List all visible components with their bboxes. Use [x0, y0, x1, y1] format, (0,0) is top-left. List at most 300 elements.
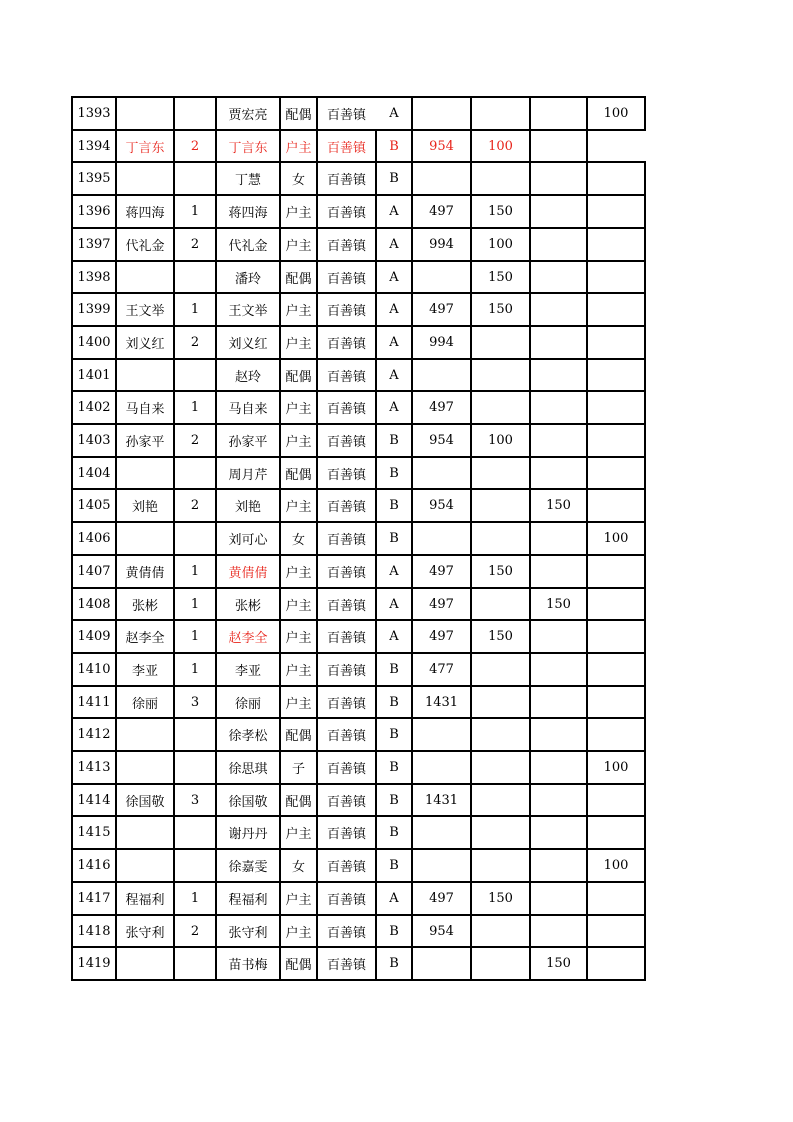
- cell-grade: B: [389, 760, 399, 775]
- cell-sub_b: 150: [546, 596, 571, 612]
- cell-grade: B: [389, 662, 399, 677]
- cell-count: 1: [190, 891, 200, 906]
- cell-sub_a: [471, 686, 530, 718]
- cell-amount: 1431: [424, 792, 459, 808]
- cell-grade: A: [389, 302, 399, 317]
- cell-name: 代礼金: [228, 239, 268, 254]
- cell-sub_c: [587, 293, 645, 326]
- cell-town: 百善镇: [326, 337, 366, 352]
- cell-sub_a: [471, 588, 530, 620]
- cell-head: 张守利: [125, 925, 165, 941]
- cell-sub_b: [530, 718, 587, 751]
- cell-id: 1405: [77, 498, 111, 513]
- row-border: [72, 129, 646, 131]
- row-border: [72, 456, 646, 458]
- cell-sub_c: 100: [603, 106, 629, 121]
- cell-sub_b: [530, 457, 587, 489]
- row-border: [72, 979, 646, 981]
- cell-sub_c: [587, 326, 645, 359]
- cell-sub_b: [530, 522, 587, 555]
- cell-town: 百善镇: [326, 958, 366, 973]
- cell-sub_b: [530, 261, 587, 293]
- cell-sub_a: [471, 457, 530, 489]
- cell-amount: 497: [429, 302, 454, 317]
- cell-amount: 1431: [424, 694, 459, 710]
- cell-name: 徐国敬: [228, 794, 268, 810]
- cell-relation: 户主: [285, 696, 312, 712]
- cell-grade: B: [389, 825, 399, 840]
- cell-name: 黄倩倩: [228, 566, 268, 581]
- cell-relation: 配偶: [285, 108, 312, 123]
- cell-grade: A: [389, 564, 399, 579]
- cell-town: 百善镇: [326, 631, 366, 646]
- cell-id: 1393: [77, 106, 111, 121]
- cell-grade: A: [389, 596, 399, 612]
- cell-sub_a: [471, 326, 530, 359]
- cell-grade: B: [389, 792, 399, 808]
- cell-sub_c: [587, 489, 645, 522]
- cell-relation: 配偶: [285, 729, 312, 744]
- cell-amount: [412, 359, 471, 391]
- cell-id: 1403: [77, 433, 111, 448]
- cell-relation: 户主: [285, 827, 312, 842]
- cell-sub_a: [471, 359, 530, 391]
- cell-relation: 配偶: [285, 369, 312, 385]
- cell-amount: 497: [429, 629, 454, 644]
- cell-head: 徐国敬: [125, 794, 165, 810]
- cell-sub_a: [471, 784, 530, 816]
- cell-town: 百善镇: [326, 860, 366, 875]
- cell-amount: [412, 457, 471, 489]
- cell-sub_c: [587, 686, 645, 718]
- cell-name: 蒋四海: [228, 206, 268, 221]
- cell-id: 1396: [77, 204, 111, 219]
- cell-count: 2: [190, 237, 200, 252]
- col-border: [71, 96, 73, 981]
- cell-id: 1415: [77, 825, 111, 840]
- cell-name: 徐思琪: [228, 762, 268, 777]
- cell-head: 孙家平: [125, 435, 165, 450]
- cell-sub_c: [587, 457, 645, 489]
- cell-amount: [412, 816, 471, 849]
- cell-sub_a: [471, 947, 530, 980]
- cell-amount: [412, 97, 471, 130]
- cell-sub_a: [471, 816, 530, 849]
- cell-grade: B: [389, 465, 399, 481]
- row-border: [72, 390, 646, 392]
- row-border: [72, 325, 646, 327]
- cell-id: 1398: [77, 269, 111, 285]
- cell-id: 1401: [77, 367, 111, 383]
- row-border: [72, 358, 646, 360]
- cell-head: [116, 751, 174, 784]
- cell-relation: 女: [291, 860, 305, 875]
- cell-name: 孙家平: [228, 435, 268, 450]
- cell-count: [174, 162, 216, 195]
- cell-head: 徐丽: [131, 696, 158, 712]
- cell-sub_a: [471, 97, 530, 130]
- cell-count: 1: [190, 596, 200, 612]
- cell-id: 1412: [77, 727, 111, 742]
- cell-head: [116, 457, 174, 489]
- cell-name: 潘玲: [234, 271, 261, 287]
- cell-id: 1410: [77, 662, 111, 677]
- cell-grade: B: [389, 138, 399, 154]
- cell-id: 1411: [77, 694, 111, 710]
- cell-name: 刘可心: [228, 533, 268, 548]
- cell-sub_a: [471, 653, 530, 686]
- cell-relation: 户主: [285, 402, 312, 417]
- cell-sub_b: [530, 555, 587, 588]
- cell-relation: 户主: [285, 893, 312, 908]
- cell-sub_b: [530, 359, 587, 391]
- col-border: [644, 161, 646, 981]
- cell-name: 张守利: [228, 925, 268, 941]
- cell-sub_c: 100: [603, 858, 629, 873]
- cell-count: [174, 457, 216, 489]
- cell-name: 刘艳: [234, 500, 261, 515]
- cell-count: [174, 947, 216, 980]
- cell-relation: 户主: [285, 925, 312, 941]
- cell-grade: A: [389, 400, 399, 415]
- cell-grade: A: [389, 891, 399, 906]
- cell-amount: [412, 522, 471, 555]
- cell-sub_b: 150: [546, 498, 571, 513]
- cell-sub_b: [530, 97, 587, 130]
- cell-relation: 户主: [285, 304, 312, 319]
- cell-head: 张彬: [131, 598, 158, 614]
- cell-id: 1419: [77, 956, 111, 971]
- cell-count: [174, 816, 216, 849]
- cell-head: [116, 816, 174, 849]
- cell-name: 王文举: [228, 304, 268, 319]
- cell-relation: 户主: [285, 598, 312, 614]
- cell-amount: [412, 947, 471, 980]
- row-border: [72, 815, 646, 817]
- cell-sub_a: [471, 718, 530, 751]
- cell-sub_a: 150: [488, 204, 513, 219]
- cell-id: 1406: [77, 531, 111, 546]
- cell-sub_c: [587, 947, 645, 980]
- cell-grade: A: [389, 269, 399, 285]
- cell-count: [174, 751, 216, 784]
- cell-id: 1400: [77, 335, 111, 350]
- cell-town: 百善镇: [326, 173, 366, 188]
- cell-head: [116, 162, 174, 195]
- cell-relation: 子: [291, 762, 305, 777]
- cell-town: 百善镇: [326, 435, 366, 450]
- cell-head: [116, 718, 174, 751]
- cell-relation: 女: [291, 533, 305, 548]
- cell-id: 1418: [77, 923, 111, 939]
- cell-sub_a: [471, 915, 530, 947]
- cell-id: 1407: [77, 564, 111, 579]
- cell-head: [116, 849, 174, 882]
- cell-grade: A: [389, 367, 399, 383]
- row-border: [72, 488, 646, 490]
- cell-town: 百善镇: [326, 729, 366, 744]
- cell-amount: 497: [429, 596, 454, 612]
- cell-id: 1414: [77, 792, 111, 808]
- cell-name: 马自来: [228, 402, 268, 417]
- cell-sub_a: 150: [488, 269, 513, 285]
- col-border: [375, 130, 377, 981]
- cell-count: [174, 718, 216, 751]
- cell-count: 1: [190, 564, 200, 579]
- cell-head: 刘艳: [131, 500, 158, 515]
- row-border: [72, 750, 646, 752]
- cell-id: 1408: [77, 596, 111, 612]
- cell-sub_c: [587, 555, 645, 588]
- cell-count: 2: [190, 138, 200, 154]
- cell-relation: 配偶: [285, 271, 312, 287]
- cell-sub_c: [587, 653, 645, 686]
- cell-grade: B: [389, 171, 399, 186]
- cell-town: 百善镇: [326, 500, 366, 515]
- cell-id: 1402: [77, 400, 111, 415]
- cell-sub_a: 150: [488, 629, 513, 644]
- cell-amount: 497: [429, 204, 454, 219]
- cell-sub_c: [587, 784, 645, 816]
- cell-sub_c: [587, 195, 645, 228]
- cell-amount: 954: [429, 433, 454, 448]
- cell-town: 百善镇: [326, 206, 366, 221]
- cell-amount: [412, 162, 471, 195]
- cell-count: 2: [190, 498, 200, 513]
- cell-name: 丁慧: [234, 173, 261, 188]
- col-border: [586, 96, 588, 981]
- cell-relation: 户主: [285, 500, 312, 515]
- cell-town: 百善镇: [326, 239, 366, 254]
- cell-amount: 954: [429, 923, 454, 939]
- cell-name: 谢丹丹: [228, 827, 268, 842]
- cell-sub_c: [587, 359, 645, 391]
- cell-town: 百善镇: [326, 108, 366, 123]
- cell-head: 王文举: [125, 304, 165, 319]
- cell-grade: B: [389, 858, 399, 873]
- cell-sub_b: [530, 326, 587, 359]
- cell-relation: 配偶: [285, 794, 312, 810]
- row-border: [72, 587, 646, 589]
- cell-sub_b: [530, 784, 587, 816]
- cell-sub_b: [530, 816, 587, 849]
- cell-sub_b: [530, 686, 587, 718]
- cell-amount: [412, 261, 471, 293]
- cell-sub_c: [587, 620, 645, 653]
- cell-count: 1: [190, 204, 200, 219]
- cell-relation: 配偶: [285, 467, 312, 483]
- row-border: [72, 848, 646, 850]
- cell-count: 1: [190, 629, 200, 644]
- cell-sub_c: [587, 261, 645, 293]
- cell-town: 百善镇: [326, 762, 366, 777]
- row-border: [72, 946, 646, 948]
- cell-count: [174, 261, 216, 293]
- col-border: [115, 96, 117, 981]
- row-border: [72, 717, 646, 719]
- cell-amount: 477: [429, 662, 454, 677]
- row-border: [72, 194, 646, 196]
- cell-town: 百善镇: [326, 402, 366, 417]
- cell-head: [116, 97, 174, 130]
- cell-amount: 954: [429, 138, 454, 154]
- cell-count: 1: [190, 302, 200, 317]
- row-border: [72, 914, 646, 916]
- cell-relation: 户主: [285, 566, 312, 581]
- cell-head: 刘义红: [125, 337, 165, 352]
- cell-id: 1413: [77, 760, 111, 775]
- cell-sub_b: [530, 424, 587, 457]
- cell-grade: B: [389, 923, 399, 939]
- cell-amount: 497: [429, 891, 454, 906]
- row-border: [72, 881, 646, 883]
- cell-sub_a: [471, 489, 530, 522]
- cell-grade: B: [389, 956, 399, 971]
- cell-name: 周月芹: [228, 467, 268, 483]
- row-border: [72, 423, 646, 425]
- cell-grade: A: [389, 106, 399, 121]
- row-border: [72, 685, 646, 687]
- cell-sub_b: [530, 653, 587, 686]
- cell-sub_a: 100: [488, 433, 513, 448]
- cell-head: [116, 522, 174, 555]
- cell-sub_b: [530, 228, 587, 261]
- row-border: [72, 260, 646, 262]
- cell-sub_c: [587, 588, 645, 620]
- cell-sub_c: [587, 424, 645, 457]
- cell-name: 徐嘉雯: [228, 860, 268, 875]
- cell-sub_b: [530, 915, 587, 947]
- cell-name: 贾宏亮: [228, 108, 268, 123]
- col-border: [411, 96, 413, 981]
- cell-name: 徐丽: [234, 696, 261, 712]
- cell-count: [174, 359, 216, 391]
- cell-count: 2: [190, 335, 200, 350]
- cell-sub_c: [587, 718, 645, 751]
- row-border: [72, 783, 646, 785]
- cell-sub_c: 100: [603, 531, 629, 546]
- cell-count: [174, 849, 216, 882]
- cell-count: [174, 522, 216, 555]
- cell-town: 百善镇: [326, 893, 366, 908]
- cell-town: 百善镇: [326, 696, 366, 712]
- cell-sub_c: 100: [603, 760, 629, 775]
- cell-grade: A: [389, 204, 399, 219]
- cell-grade: B: [389, 498, 399, 513]
- cell-id: 1394: [77, 138, 111, 154]
- col-border: [316, 96, 318, 981]
- row-border: [72, 96, 646, 98]
- cell-town: 百善镇: [326, 369, 366, 385]
- row-border: [72, 619, 646, 621]
- col-border: [529, 96, 531, 981]
- cell-name: 程福利: [228, 893, 268, 908]
- cell-name: 丁言东: [228, 140, 268, 156]
- cell-sub_b: 150: [546, 956, 571, 971]
- cell-amount: [412, 718, 471, 751]
- col-border: [279, 96, 281, 981]
- cell-sub_c: [587, 228, 645, 261]
- cell-grade: B: [389, 727, 399, 742]
- cell-name: 张彬: [234, 598, 261, 614]
- cell-amount: [412, 849, 471, 882]
- cell-town: 百善镇: [326, 140, 366, 156]
- cell-grade: B: [389, 433, 399, 448]
- cell-sub_a: 150: [488, 564, 513, 579]
- cell-sub_c: [587, 816, 645, 849]
- cell-sub_b: [530, 849, 587, 882]
- cell-town: 百善镇: [326, 827, 366, 842]
- cell-relation: 户主: [285, 140, 312, 156]
- cell-head: 丁言东: [125, 140, 165, 156]
- cell-town: 百善镇: [326, 664, 366, 679]
- cell-name: 赵李全: [228, 631, 268, 646]
- cell-sub_b: [530, 391, 587, 424]
- cell-sub_c: [587, 391, 645, 424]
- row-border: [72, 521, 646, 523]
- cell-town: 百善镇: [326, 598, 366, 614]
- cell-id: 1404: [77, 465, 111, 481]
- cell-id: 1417: [77, 891, 111, 906]
- cell-sub_a: 100: [488, 237, 513, 252]
- cell-name: 徐孝松: [228, 729, 268, 744]
- cell-grade: B: [389, 531, 399, 546]
- cell-grade: A: [389, 629, 399, 644]
- cell-sub_a: [471, 849, 530, 882]
- cell-sub_b: [530, 751, 587, 784]
- cell-relation: 户主: [285, 664, 312, 679]
- cell-name: 刘义红: [228, 337, 268, 352]
- cell-amount: 497: [429, 564, 454, 579]
- cell-sub_c: [587, 130, 645, 162]
- cell-relation: 户主: [285, 337, 312, 352]
- row-border: [72, 161, 646, 163]
- cell-count: [174, 97, 216, 130]
- cell-head: [116, 261, 174, 293]
- cell-name: 赵玲: [234, 369, 261, 385]
- cell-sub_b: [530, 293, 587, 326]
- cell-amount: 954: [429, 498, 454, 513]
- cell-sub_a: [471, 522, 530, 555]
- cell-count: 2: [190, 433, 200, 448]
- cell-grade: A: [389, 237, 399, 252]
- cell-amount: [412, 751, 471, 784]
- cell-sub_a: [471, 162, 530, 195]
- cell-name: 李亚: [234, 664, 261, 679]
- cell-count: 2: [190, 923, 200, 939]
- cell-relation: 女: [291, 173, 305, 188]
- cell-town: 百善镇: [326, 533, 366, 548]
- cell-count: 3: [190, 694, 200, 710]
- cell-grade: B: [389, 694, 399, 710]
- col-border: [173, 96, 175, 981]
- cell-amount: 994: [429, 335, 454, 350]
- cell-sub_c: [587, 882, 645, 915]
- cell-relation: 户主: [285, 206, 312, 221]
- cell-relation: 户主: [285, 631, 312, 646]
- cell-id: 1399: [77, 302, 111, 317]
- cell-sub_a: [471, 391, 530, 424]
- row-border: [72, 554, 646, 556]
- cell-sub_c: [587, 915, 645, 947]
- cell-town: 百善镇: [326, 304, 366, 319]
- cell-sub_b: [530, 882, 587, 915]
- cell-sub_a: 150: [488, 302, 513, 317]
- cell-sub_a: 100: [488, 138, 513, 154]
- cell-head: [116, 359, 174, 391]
- col-border: [215, 96, 217, 981]
- cell-head: 蒋四海: [125, 206, 165, 221]
